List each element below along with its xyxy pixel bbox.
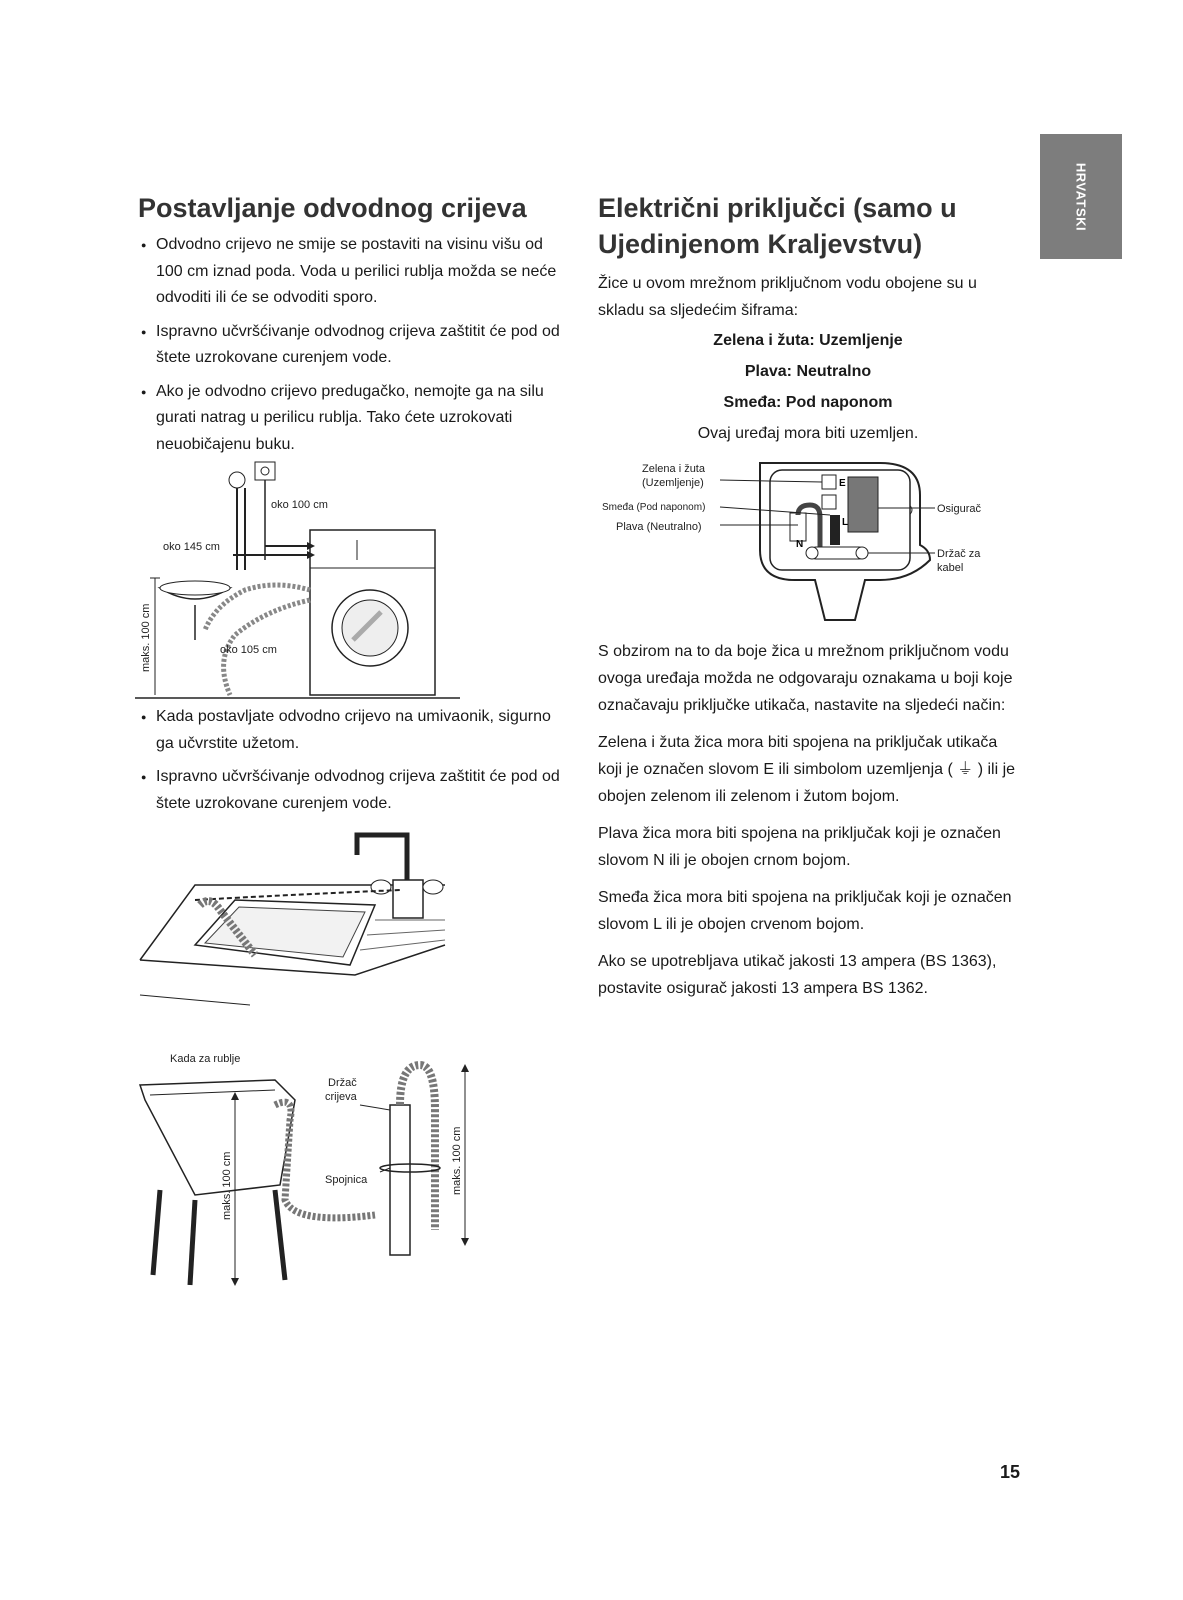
terminal-e: E — [839, 478, 846, 489]
label-max-left: maks. 100 cm — [221, 1151, 233, 1220]
wire-color-codes — [598, 325, 1018, 449]
list-item: ● Ako je odvodno crijevo predugačko, nemojte ga na silu gurati natrag u perilicu rublja. Tako ćete uzrokovati neuobičajenu buku. — [138, 379, 568, 459]
wiring-instructions — [598, 638, 1023, 1002]
list-item: ● Kada postavljate odvodno crijevo na umivaonik, sigurno ga učvrstite užetom. — [138, 704, 568, 757]
label-cord-grip-2: kabel — [937, 562, 964, 574]
label-brown: Smeđa (Pod naponom) — [602, 502, 706, 513]
right-heading — [598, 190, 1018, 262]
label-cord-grip-1: Držač za — [937, 548, 981, 560]
list-item: ● Ispravno učvršćivanje odvodnog crijeva zaštitit će pod od štete uzrokovane curenjem vode. — [138, 764, 568, 817]
page-number: 15 — [1000, 1462, 1021, 1482]
label-laundry-tub: Kada za rublje — [170, 1053, 241, 1065]
right-heading-line2: Ujedinjenom Kraljevstvu) — [598, 229, 923, 259]
terminal-n: N — [796, 539, 804, 550]
label-green-yellow-1: Zelena i žuta — [642, 463, 705, 475]
code-neutral: Plava: Neutralno — [744, 363, 872, 380]
left-bullets-bottom — [138, 704, 568, 824]
label-145cm: oko 145 cm — [163, 541, 220, 553]
paragraph-colours-may-differ: S obzirom na to da boje žica u mrežnom priključnom vodu ovoga uređaja možda ne odgovaraju oznakama u boji koje označavaju priključke utikača, nastavite na sljedeći način: — [598, 643, 1013, 714]
paragraph-blue: Plava žica mora biti spojena na priključak koji je označen slovom N ili je obojen crnom bojom. — [598, 825, 1001, 869]
label-coupling: Spojnica — [325, 1174, 368, 1186]
list-item: ● Odvodno crijevo ne smije se postaviti na visinu višu od 100 cm iznad poda. Voda u perilici rublja možda se neće odvoditi ili će se odvoditi sporo. — [138, 232, 568, 312]
label-green-yellow-2: (Uzemljenje) — [642, 477, 704, 489]
laundry-tub-figure — [135, 1050, 480, 1290]
paragraph-brown: Smeđa žica mora biti spojena na priključak koji je označen slovom L ili je obojen crvenom bojom. — [598, 889, 1012, 933]
paragraph-fuse: Ako se upotrebljava utikač jakosti 13 ampera (BS 1363), postavite osigurač jakosti 13 ampera BS 1362. — [598, 953, 997, 997]
plug-wiring-figure — [600, 455, 1020, 625]
terminal-l: L — [842, 517, 849, 528]
drain-hose-height-figure — [135, 460, 465, 705]
language-tab-label: HRVATSKI — [1073, 162, 1089, 231]
label-hose-holder-1: Držač — [328, 1077, 357, 1089]
left-bullets-top — [138, 232, 568, 465]
paragraph-green-yellow: Zelena i žuta žica mora biti spojena na priključak utikača koji je označen slovom E ili simbolom uzemljenja ( ⏚ ) ili je obojen zelenom ili zelenom i žutom bojom. — [598, 734, 1016, 805]
label-hose-holder-2: crijeva — [325, 1091, 357, 1103]
label-105cm: oko 105 cm — [220, 644, 277, 656]
wire-colors-intro: Žice u ovom mrežnom priključnom vodu obojene su u skladu sa sljedećim šiframa: — [598, 275, 977, 319]
label-100cm: oko 100 cm — [271, 499, 328, 511]
label-max-100cm: maks. 100 cm — [140, 603, 152, 672]
label-max-right: maks. 100 cm — [451, 1126, 463, 1195]
label-blue: Plava (Neutralno) — [616, 521, 702, 533]
language-tab — [1040, 134, 1122, 259]
list-item: ● Ispravno učvršćivanje odvodnog crijeva zaštitit će pod od štete uzrokovane curenjem vode. — [138, 319, 568, 372]
sink-hose-figure — [135, 825, 455, 1015]
right-heading-line1: Električni priključci (samo u — [598, 193, 957, 223]
code-live: Smeđa: Pod naponom — [723, 394, 893, 411]
code-earth: Zelena i žuta: Uzemljenje — [713, 332, 903, 349]
must-be-earthed: Ovaj uređaj mora biti uzemljen. — [697, 425, 919, 442]
left-heading: Postavljanje odvodnog crijeva — [138, 193, 527, 223]
label-fuse: Osigurač — [937, 503, 982, 515]
